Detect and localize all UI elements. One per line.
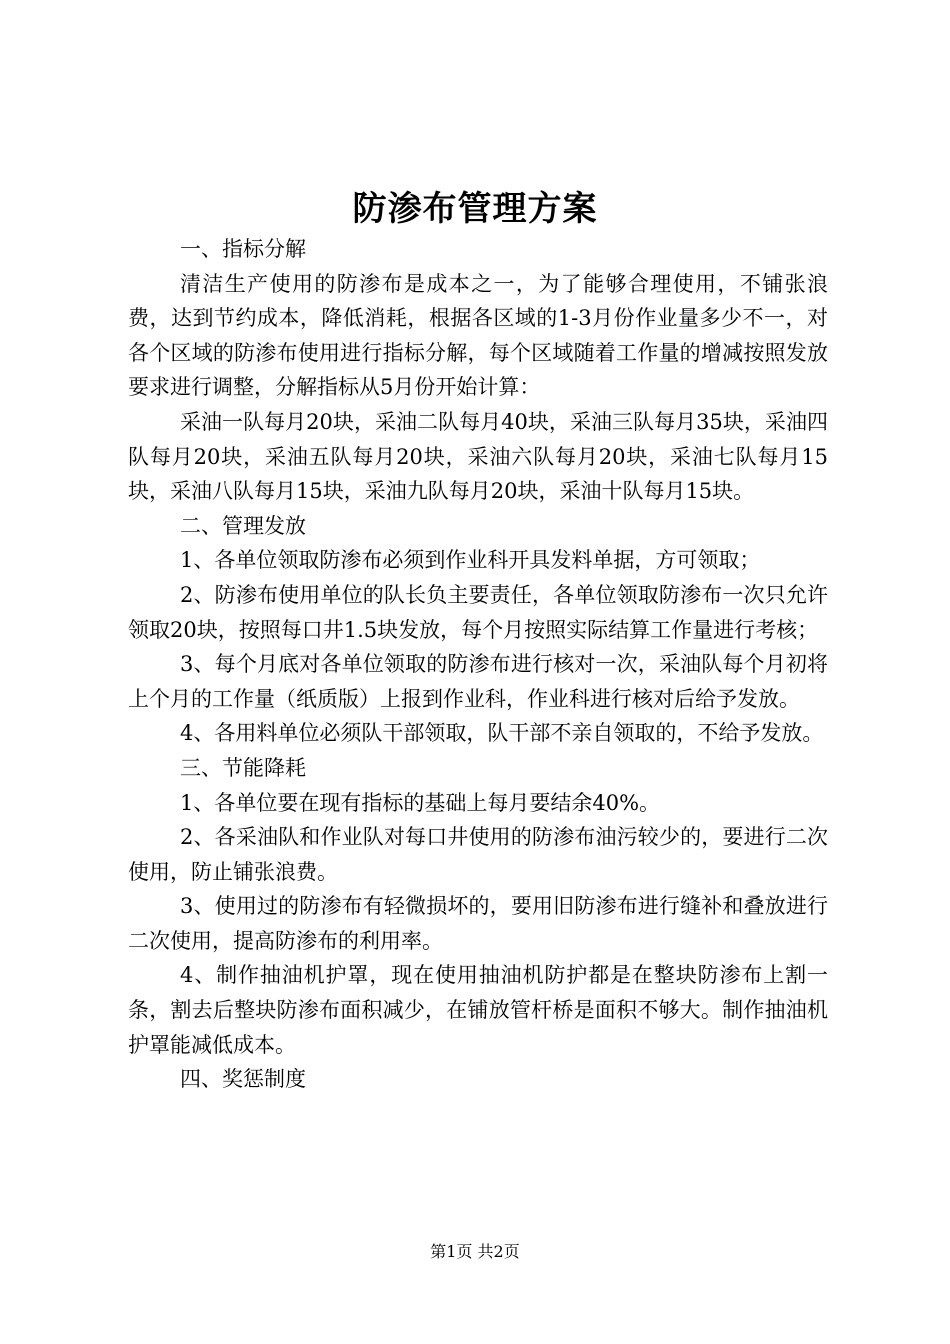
- paragraph-quotas: 采油一队每月20块，采油二队每月40块，采油三队每月35块，采油四队每月20块，采油五队每月20块，采油六队每月20块，采油七队每月15块，采油八队每月15块，采油九队每月20块，采油十队每月15块。: [128, 409, 828, 504]
- paragraph-item-2-1: 1、各单位领取防渗布必须到作业科开具发料单据，方可领取；: [180, 548, 761, 573]
- section-heading-2: 二、管理发放: [180, 513, 306, 538]
- section-heading-4: 四、奖惩制度: [180, 1067, 306, 1092]
- paragraph-item-3-3: 3、使用过的防渗布有轻微损坏的，要用旧防渗布进行缝补和叠放进行二次使用，提高防渗布的利用率。: [128, 894, 828, 953]
- paragraph-item-2-2: 2、防渗布使用单位的队长负主要责任，各单位领取防渗布一次只允许领取20块，按照每口井1.5块发放，每个月按照实际结算工作量进行考核；: [128, 582, 828, 642]
- paragraph-intro: 清洁生产使用的防渗布是成本之一，为了能够合理使用，不铺张浪费，达到节约成本，降低消耗，根据各区域的1-3月份作业量多少不一，对各个区域的防渗布使用进行指标分解，每个区域随着工作量的增减按照发放要求进行调整，分解指标从5月份开始计算：: [128, 271, 828, 400]
- section-heading-3: 三、节能降耗: [180, 755, 306, 780]
- document-title: 防渗布管理方案: [352, 189, 598, 229]
- paragraph-item-3-2: 2、各采油队和作业队对每口井使用的防渗布油污较少的，要进行二次使用，防止铺张浪费。: [128, 825, 828, 884]
- paragraph-item-2-3: 3、每个月底对各单位领取的防渗布进行核对一次，采油队每个月初将上个月的工作量（纸质版）上报到作业科，作业科进行核对后给予发放。: [128, 652, 828, 711]
- paragraph-item-3-4: 4、制作抽油机护罩，现在使用抽油机防护都是在整块防渗布上割一条，割去后整块防渗布面积减少，在铺放管杆桥是面积不够大。制作抽油机护罩能减低成本。: [128, 963, 828, 1057]
- paragraph-item-3-1: 1、各单位要在现有指标的基础上每月要结余40%。: [180, 790, 661, 815]
- paragraph-item-2-4: 4、各用料单位必须队干部领取，队干部不亲自领取的，不给予发放。: [180, 721, 824, 746]
- section-heading-1: 一、指标分解: [180, 237, 306, 261]
- document-body: [128, 232, 828, 1097]
- page-footer: 第1页 共2页: [430, 1242, 520, 1261]
